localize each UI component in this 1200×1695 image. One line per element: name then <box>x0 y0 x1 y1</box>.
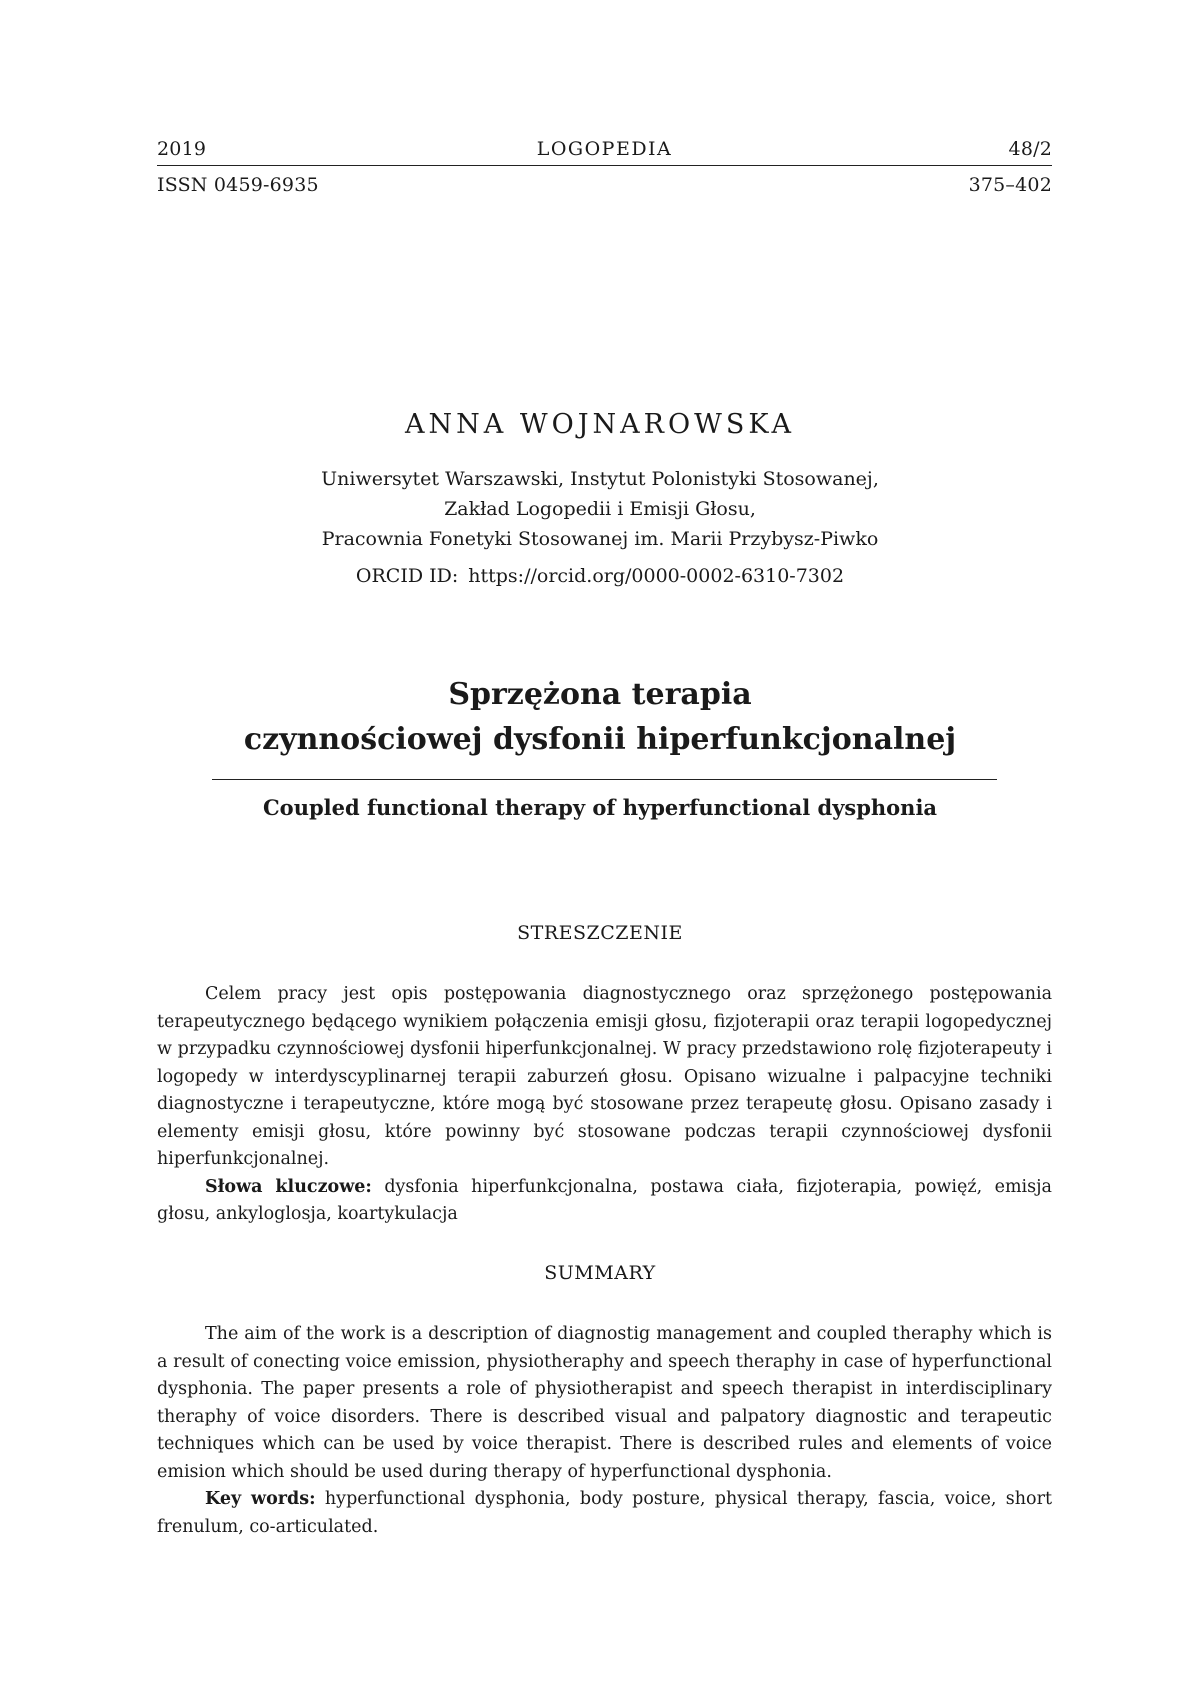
keywords-text: dysfonia hiperfunkcjonalna, postawa ciała, fizjoterapia, powięź, emisja głosu, ankyloglosja, koartykulacja <box>157 1176 1052 1224</box>
title-rule <box>212 779 997 780</box>
streszczenie-body: Celem pracy jest opis postępowania diagnostycznego oraz sprzężonego postępowania terapeutycznego będącego wynikiem połączenia emisji głosu, fizjoterapii oraz terapii logopedycznej w przypadku czynnościowej dysfonii hiperfunkcjonalnej. W pracy przedstawiono rolę fizjoterapeuty i logopedy w interdyscyplinarnej terapii zaburzeń głosu. Opisano wizualne i palpacyjne techniki diagnostyczne i terapeutyczne, które mogą być stosowane przez terapeutę głosu. Opisano zasady i elementy emisji głosu, które powinny być stosowane podczas terapii czynnościowej dysfonii hiperfunkcjonalnej. <box>157 984 1052 1169</box>
streszczenie-section <box>157 981 1052 1229</box>
keywords-label: Key words: <box>205 1489 316 1509</box>
header-year: 2019 <box>157 138 207 160</box>
affiliation-line: Pracownia Fonetyki Stosowanej im. Marii Przybysz-Piwko <box>321 528 879 550</box>
author-name: ANNA WOJNAROWSKA <box>405 409 795 440</box>
header-journal-name: LOGOPEDIA <box>536 138 673 160</box>
summary-keywords <box>157 1486 1052 1541</box>
header-rule <box>157 165 1052 166</box>
english-title: Coupled functional therapy of hyperfunctional dysphonia <box>262 795 938 820</box>
affiliation-line: Zakład Logopedii i Emisji Głosu, <box>444 498 756 520</box>
author-affiliation <box>0 464 1200 554</box>
orcid-link[interactable]: https://orcid.org/0000-0002-6310-7302 <box>468 565 845 587</box>
orcid <box>0 565 1200 587</box>
keywords-label: Słowa kluczowe: <box>205 1176 372 1197</box>
summary-section <box>157 1321 1052 1541</box>
title-line-1: Sprzężona terapia <box>448 677 752 712</box>
running-header-top <box>157 138 1052 160</box>
summary-body: The aim of the work is a description of diagnostig management and coupled theraphy which is a result of conecting voice emission, physiotheraphy and speech theraphy in case of hyperfunctional dysphonia. The paper presents a role of physiotherapist and speech therapist in interdisciplinary theraphy of voice disorders. There is described visual and palpatory diagnostic and terapeutic techniques which can be used by voice therapist. There is described rules and elements of voice emision which should be used during therapy of hyperfunctional dysphonia. <box>157 1324 1052 1482</box>
header-pages: 375–402 <box>968 174 1052 196</box>
header-volume: 48/2 <box>1008 138 1052 160</box>
title-line-2: czynnościowej dysfonii hiperfunkcjonalnej <box>243 722 957 757</box>
header-issn: ISSN 0459-6935 <box>157 174 319 196</box>
article-title <box>0 672 1200 762</box>
running-header-bottom <box>157 174 1052 196</box>
orcid-label: ORCID ID: <box>355 565 459 587</box>
affiliation-line: Uniwersytet Warszawski, Instytut Polonistyki Stosowanej, <box>321 468 879 490</box>
streszczenie-keywords <box>157 1174 1052 1229</box>
streszczenie-heading: STRESZCZENIE <box>517 922 683 944</box>
keywords-text: hyperfunctional dysphonia, body posture, physical therapy, fascia, voice, short frenulum, co-articulated. <box>157 1489 1052 1537</box>
summary-heading: SUMMARY <box>544 1262 656 1284</box>
